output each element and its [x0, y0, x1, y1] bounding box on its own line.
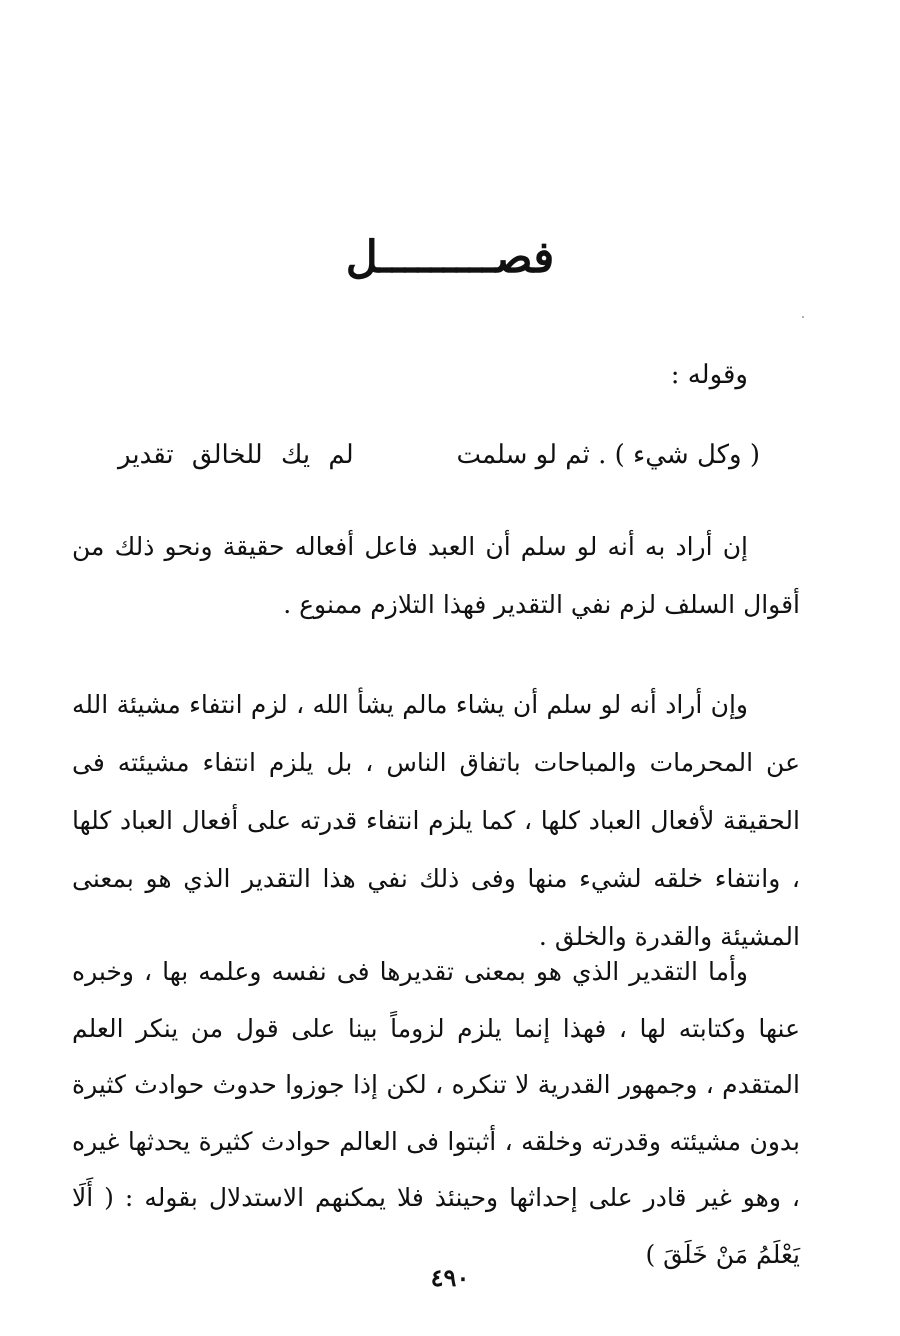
quran-quote: ( أَلَا يَعْلَمُ مَنْ خَلَقَ ): [72, 1183, 800, 1269]
verse-hemistich-second: لم يك للخالق تقدير: [118, 440, 354, 470]
paragraph-3: [72, 944, 800, 1283]
verse-hemistich-first: ( وكل شيء ) . ثم لو سلمت: [456, 440, 760, 470]
page-number: ٤٩٠: [430, 1263, 470, 1292]
scan-speck: [802, 316, 804, 318]
section-heading: فصـــــــــل: [345, 232, 555, 283]
paragraph-3-text: وأما التقدير الذي هو بمعنى تقديرها فى نفسه وعلمه بها ، وخبره عنها وكتابته لها ، فهذا إنما يلزم لزوماً بينا على قول من ينكر العلم المتقدم ، وجمهور القدرية لا تنكره ، لكن إذا جوزوا حدوث حوادث كثيرة بدون مشيئته وقدرته وخلقه ، أثبتوا فى العالم حوادث كثيرة يحدثها غيره ، وهو غير قادر على إحداثها وحينئذ فلا يمكنهم الاستدلال بقوله :: [72, 957, 800, 1212]
paragraph-2: [72, 676, 800, 966]
paragraph-1: [72, 518, 800, 634]
intro-line: وقوله :: [670, 360, 748, 390]
paragraph-2-text: وإن أراد أنه لو سلم أن يشاء مالم يشأ الله ، لزم انتفاء مشيئة الله عن المحرمات والمباحات باتفاق الناس ، بل يلزم انتفاء مشيئته فى الحقيقة لأفعال العباد كلها ، كما يلزم انتفاء قدرته على أفعال العباد كلها ، وانتفاء خلقه لشيء منها وفى ذلك نفي هذا التقدير الذي هو بمعنى المشيئة والقدرة والخلق .: [72, 690, 800, 951]
paragraph-1-text: إن أراد به أنه لو سلم أن العبد فاعل أفعاله حقيقة ونحو ذلك من أقوال السلف لزم نفي التقدير فهذا التلازم ممنوع .: [72, 532, 800, 619]
poetry-verse: [118, 440, 760, 484]
